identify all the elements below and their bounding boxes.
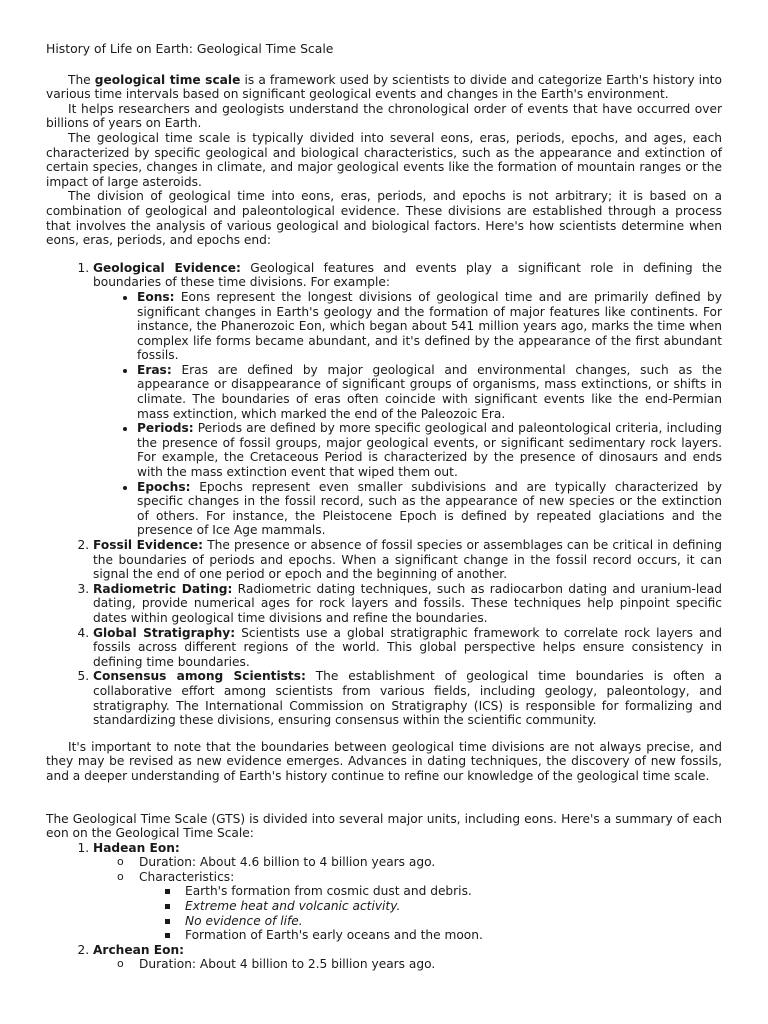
list-item xyxy=(93,626,722,670)
list-item: Earth's formation from cosmic dust and debris. xyxy=(185,884,722,899)
item-text: Radiometric dating techniques, such as radiocarbon dating and uranium-lead dating, provide numerical ages for rock layers and fossils. These techniques help pinpoint specific dates within geological time divisions and refine the boundaries. xyxy=(93,581,722,625)
list-item: No evidence of life. xyxy=(185,914,722,929)
item-label: Radiometric Dating: xyxy=(93,581,233,596)
intro-paragraph-2: It helps researchers and geologists understand the chronological order of events that have occurred over billions of years on Earth. xyxy=(46,101,722,131)
document-title: History of Life on Earth: Geological Time Scale xyxy=(46,41,334,56)
item-label: Consensus among Scientists: xyxy=(93,669,306,684)
list-item xyxy=(93,841,722,943)
characteristics-list xyxy=(139,884,722,942)
item-label: Periods: xyxy=(137,421,194,436)
list-item xyxy=(93,582,722,626)
item-text: Epochs represent even smaller subdivisions and are typically characterized by specific changes in the fossil record, such as the appearance of new species or the extinction of others. For instance, the Pleistocene Epoch is defined by repeated glaciations and the presence of Ice Age mammals. xyxy=(137,479,722,538)
item-text: Eons represent the longest divisions of geological time and are primarily defined by significant changes in Earth's geology and the formation of major features like continents. For instance, the Phanerozoic Eon, which began about 541 million years ago, marks the time when complex life forms became abundant, and it's defined by the appearance of the first abundant fossils. xyxy=(137,289,722,363)
item-text: The establishment of geological time boundaries is often a collaborative effort among scientists from various fields, including geology, paleontology, and stratigraphy. The International Commission on Stratigraphy (ICS) is responsible for formalizing and standardizing these divisions, ensuring consensus within the scientific community. xyxy=(93,669,722,728)
intro-text: is a framework used by scientists to divide and categorize Earth's history into various time intervals based on significant geological events and changes in the Earth's environment. xyxy=(46,72,722,102)
intro-paragraph-3: The geological time scale is typically divided into several eons, eras, periods, epochs, and ages, each characterized by specific geological and biological characteristics, such as the appearance and extinction of certain species, changes in climate, and major geological events like the formation of mountain ranges or the impact of large asteroids. xyxy=(46,130,722,189)
intro-paragraph-1 xyxy=(46,73,722,102)
list-item xyxy=(137,480,722,538)
list-item xyxy=(93,943,722,972)
criteria-list xyxy=(46,261,722,728)
item-label: Eras: xyxy=(137,362,172,377)
eon-name: Archean Eon: xyxy=(93,942,185,957)
eon-name: Hadean Eon: xyxy=(93,840,180,855)
list-item xyxy=(93,261,722,538)
list-item: Formation of Earth's early oceans and the moon. xyxy=(185,928,722,943)
item-label: Geological Evidence: xyxy=(93,260,241,275)
note-paragraph: It's important to note that the boundaries between geological time divisions are not always precise, and they may be revised as new evidence emerges. Advances in dating techniques, the discovery of new fossils, and a deeper understanding of Earth's history continue to refine our knowledge of the geological time scale. xyxy=(46,739,722,783)
item-text: The presence or absence of fossil species or assemblages can be critical in defining the boundaries of periods and epochs. When a significant change in the fossil record occurs, it can signal the end of one period or epoch and the beginning of another. xyxy=(93,538,723,582)
item-text: Periods are defined by more specific geological and paleontological criteria, including the presence of fossil groups, major geological events, or significant sedimentary rock layers. For example, the Cretaceous Period is characterized by the presence of dinosaurs and ends with the mass extinction event that wiped them out. xyxy=(137,421,722,480)
eon-duration: o Duration: About 4.6 billion to 4 billion years ago. xyxy=(139,855,722,870)
intro-text: The xyxy=(68,72,95,87)
list-item xyxy=(137,363,722,421)
item-text: Geological features and events play a significant role in defining the boundaries of these time divisions. For example: xyxy=(93,260,722,290)
intro-paragraph-4: The division of geological time into eons, eras, periods, and epochs is not arbitrary; it is based on a combination of geological and paleontological evidence. These divisions are established through a process that involves the analysis of various geological and biological factors. Here's how scientists determine when eons, eras, periods, and epochs end: xyxy=(46,189,722,248)
key-term: geological time scale xyxy=(94,72,241,87)
list-item xyxy=(137,421,722,479)
eon-details xyxy=(93,855,722,943)
item-label: Global Stratigraphy: xyxy=(93,625,236,640)
eon-details xyxy=(93,957,722,972)
list-item xyxy=(93,669,722,727)
sub-list xyxy=(93,290,722,538)
item-text: Scientists use a global stratigraphic framework to correlate rock layers and fossils across different regions of the world. This global perspective helps ensure consistency in defining time boundaries. xyxy=(93,625,722,669)
eon-characteristics xyxy=(139,870,722,943)
item-text: Eras are defined by major geological and environmental changes, such as the appearance or disappearance of significant groups of organisms, mass extinctions, or shifts in climate. The boundaries of eras often coincide with significant events like the end-Permian mass extinction, which marked the end of the Paleozoic Era. xyxy=(137,362,722,421)
gts-intro-paragraph: The Geological Time Scale (GTS) is divided into several major units, including eons. Here's a summary of each eon on the Geological Time Scale: xyxy=(46,811,722,841)
item-label: Epochs: xyxy=(137,479,191,494)
item-label: Eons: xyxy=(137,289,175,304)
list-item xyxy=(137,290,722,363)
item-label: Fossil Evidence: xyxy=(93,538,204,552)
eons-list xyxy=(46,841,722,972)
list-item: Extreme heat and volcanic activity. xyxy=(185,899,722,914)
characteristics-label: Characteristics: xyxy=(139,869,235,884)
eon-duration: o Duration: About 4 billion to 2.5 billion years ago. xyxy=(139,957,722,972)
list-item xyxy=(93,538,722,582)
